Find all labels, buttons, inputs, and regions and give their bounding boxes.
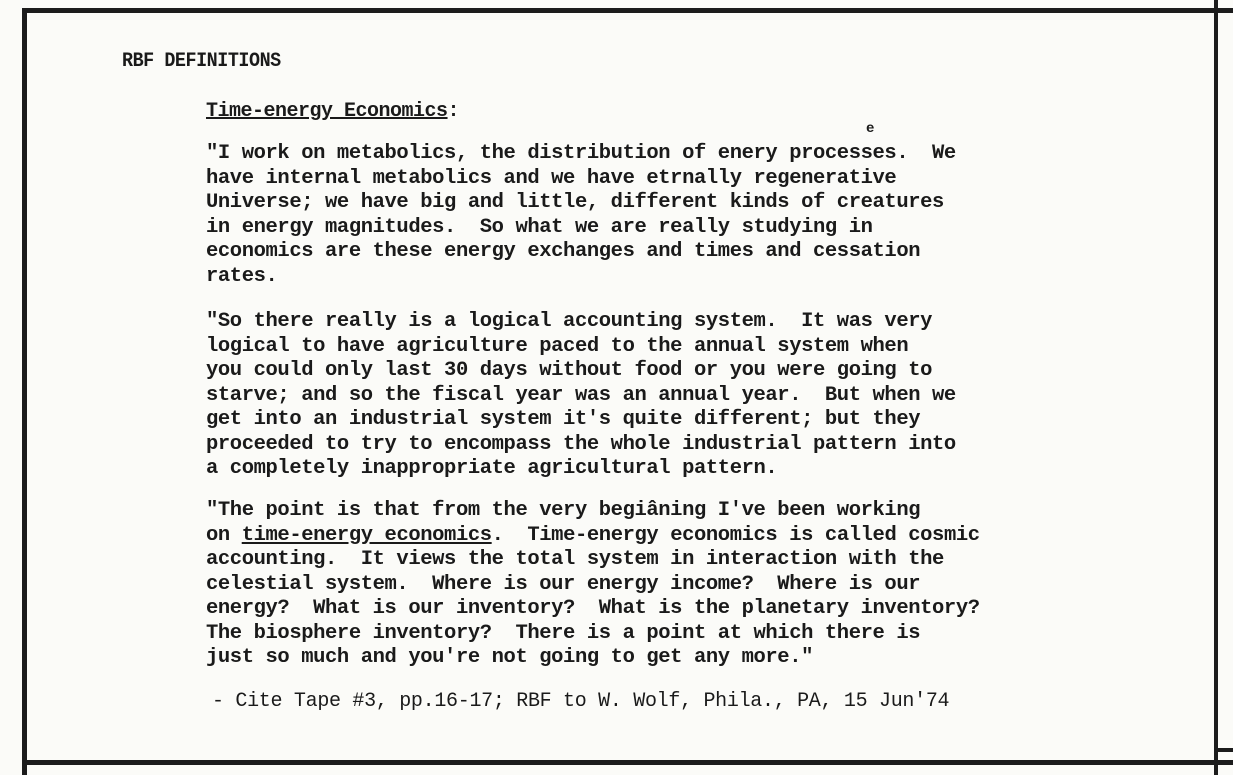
quote-paragraph-1: "I work on metabolics, the distribution of enery processes. We have internal metabolics and we have etrnally regenerative Universe; we have big and little, different kinds of creatures in energy magnitudes. So what we are really studying in economics are these energy exchanges and times and cessation rates. xyxy=(206,142,956,288)
page-border-left xyxy=(22,8,27,775)
document-header: RBF DEFINITIONS xyxy=(122,50,281,73)
page-border-bottom xyxy=(22,760,1233,765)
page-border-corner xyxy=(1214,748,1233,752)
page-border-right xyxy=(1214,0,1218,775)
quote-paragraph-2: "So there really is a logical accounting system. It was very logical to have agriculture paced to the annual system when you could only last 30 days without food or you were going to starve; and so the fiscal year was an annual year. But when we get into an industrial system it's quite different; but they proceeded to try to encompass the whole industrial pattern into a completely inappropriate agricultural pattern. xyxy=(206,310,956,480)
underlined-term: time-energy economics xyxy=(241,523,492,547)
paragraph-3-line-2-prefix: on xyxy=(206,523,242,547)
section-title xyxy=(206,100,459,123)
quote-paragraph-3 xyxy=(206,499,980,671)
page-border-top xyxy=(22,8,1233,13)
paragraph-3-line-2-suffix: . Time-energy economics is called cosmic xyxy=(491,523,980,547)
paragraph-3-rest: accounting. It views the total system in interaction with the celestial system. Where is our energy income? Where is our energy? What is our inventory? What is the planetary inventory? The biosphere inventory? There is a point at which there is just so much and you're not going to get any more." xyxy=(206,548,980,669)
handwritten-correction: e xyxy=(866,121,875,137)
citation: - Cite Tape #3, pp.16-17; RBF to W. Wolf, Phila., PA, 15 Jun'74 xyxy=(212,690,950,713)
section-title-text: Time-energy Economics xyxy=(206,100,448,123)
section-title-colon: : xyxy=(447,100,460,123)
paragraph-3-line-1: "The point is that from the very begiâning I've been working xyxy=(206,499,921,522)
